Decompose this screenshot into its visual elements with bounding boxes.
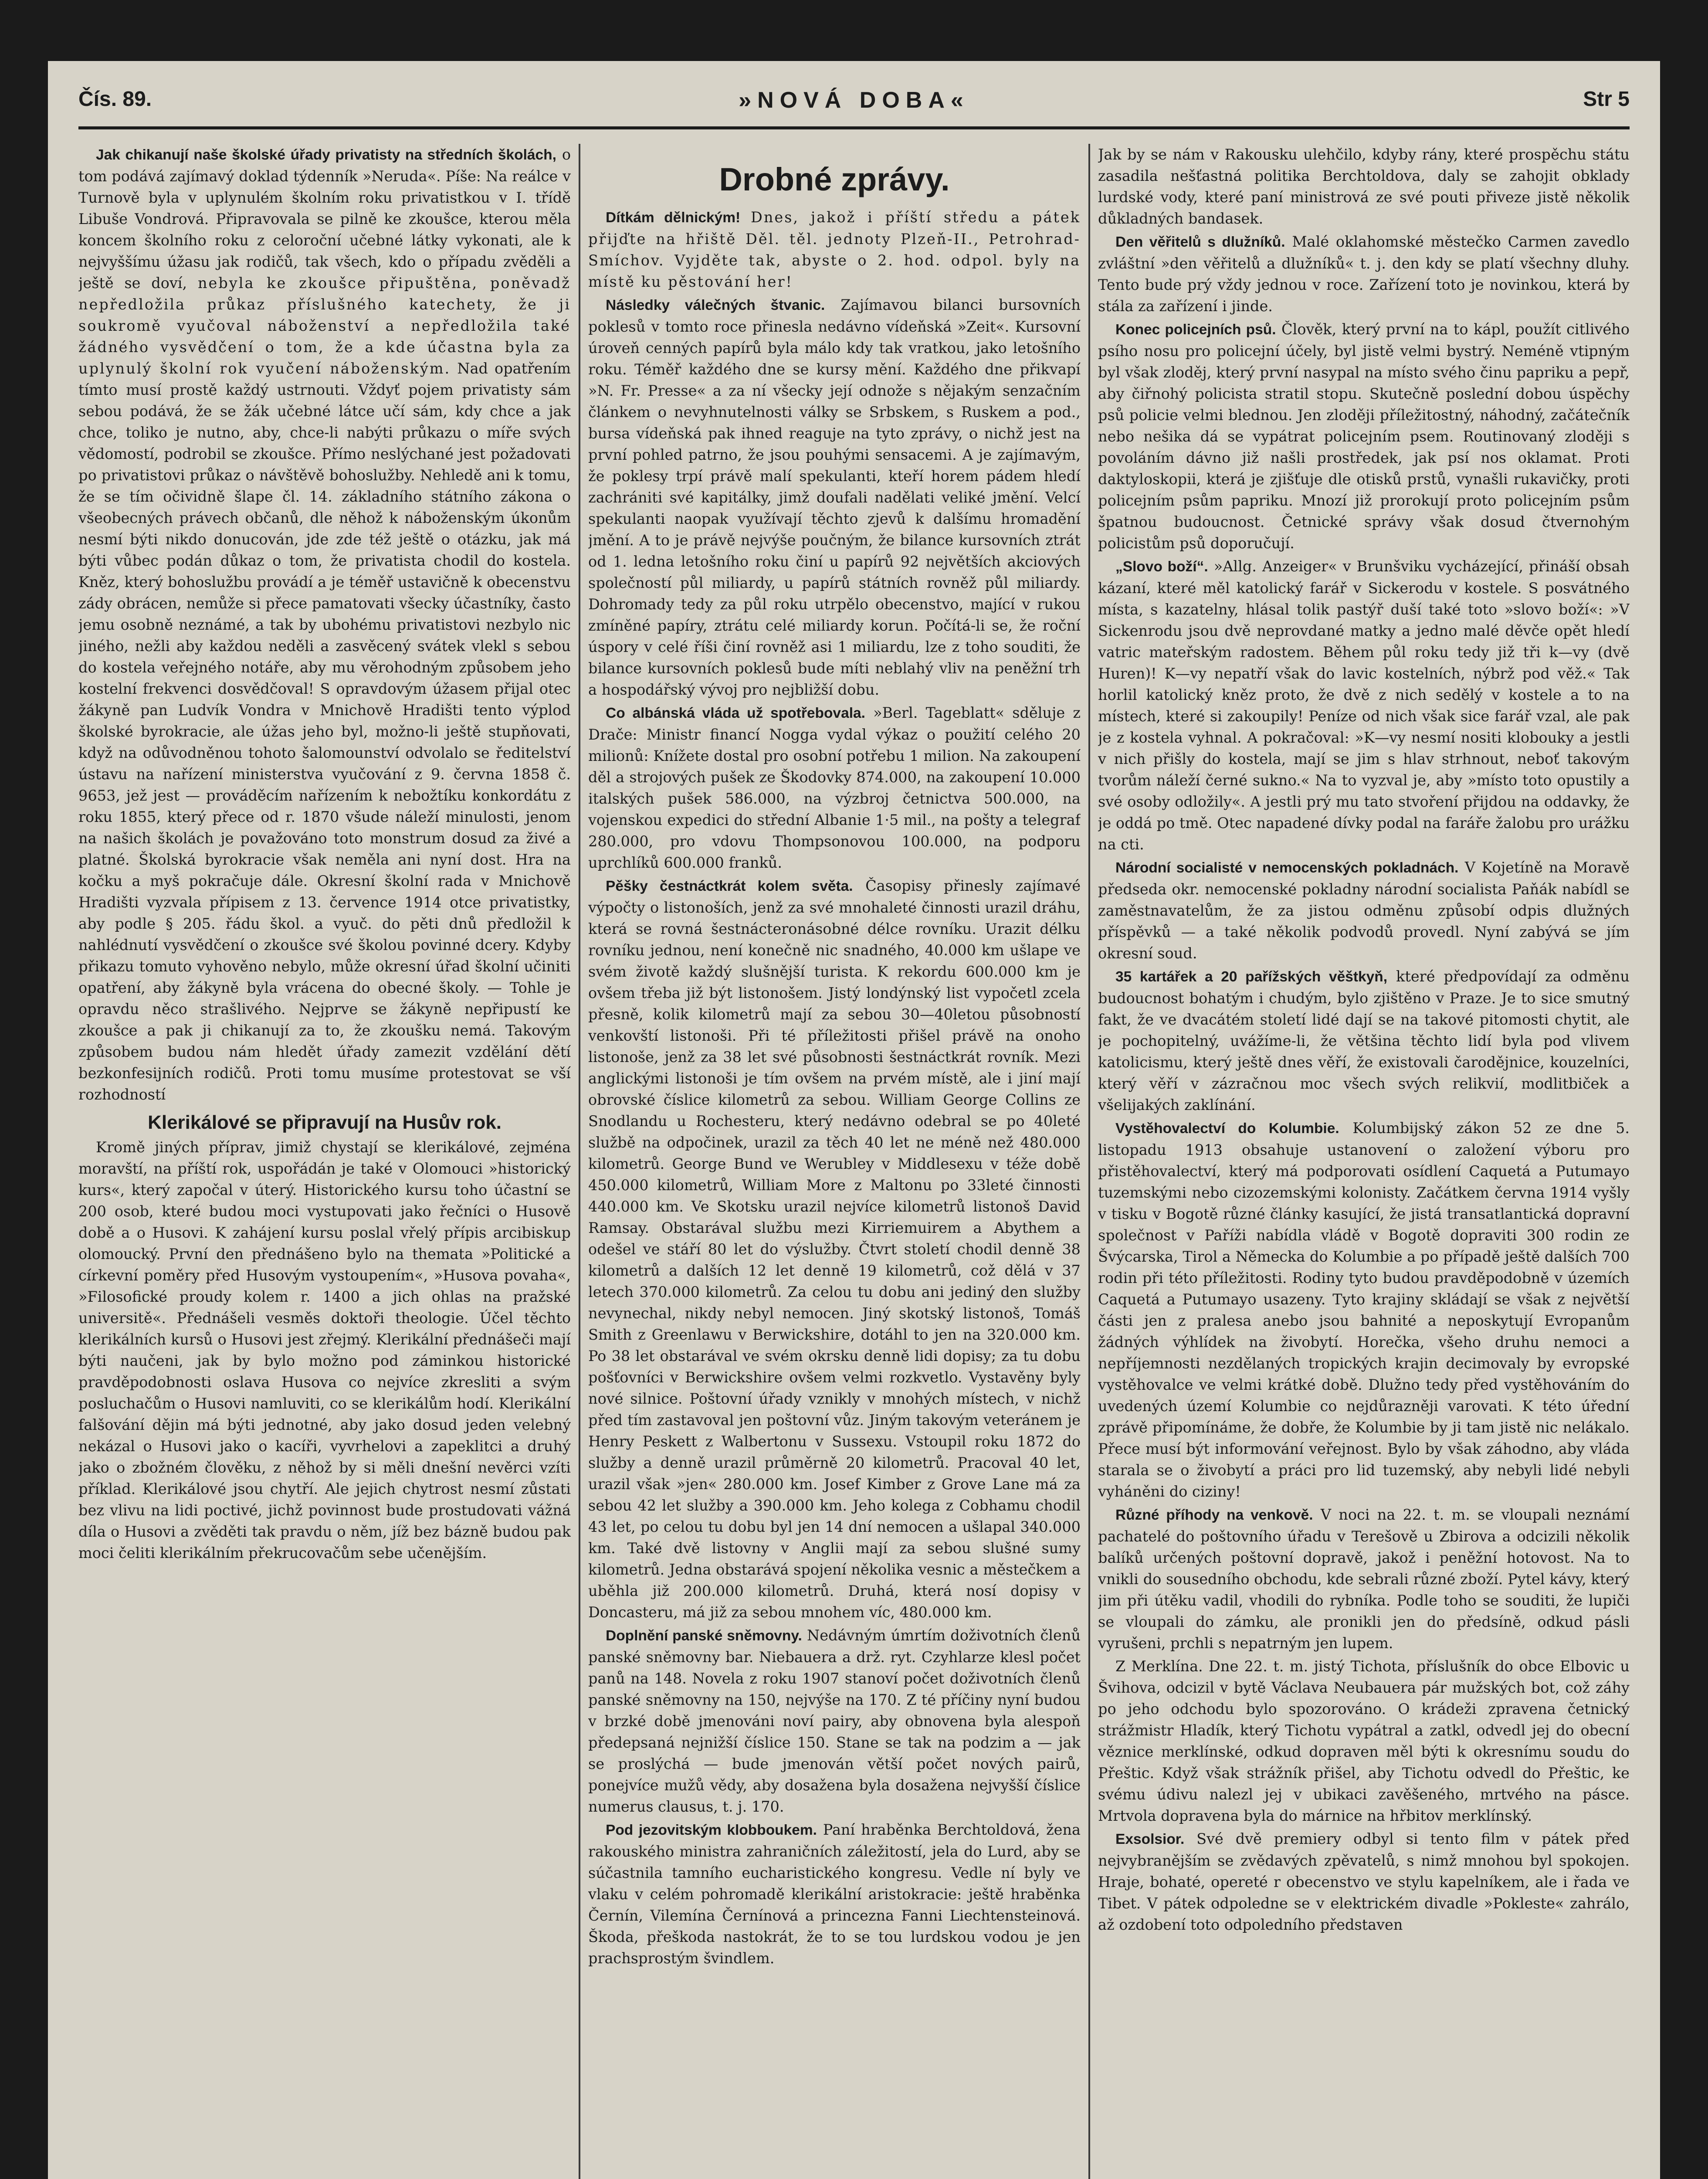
news-text: Časopisy přinesly zajímavé výpočty o listonoších, jenž za své mnohaleté činnosti urazil dráhu, která se rovná šestnácteronásobné délce rovníku. Urazit délku rovníku jednou, není konečně nic snadného, 40.000 km ušlape ve svém životě každý slušnější turista. K rekordu 600.000 km je ovšem třeba již být listonošem. Jistý londýnský list vypočetl zcela přesně, kolik kilometrů mají za sebou 30—40letou působností venkovští listonoši. Při té příležitosti přišel právě na onoho listonoše, jenž za 38 let své působnosti šestnáctkrát rovník. Mezi anglickými listonoši je tím ovšem na prvém místě, ale i jiní mají obrovské číslice kilometrů za sebou. William George Collins ze Snodlandu u Rochesteru, který nedávno odebral se po 40leté službě na odpočinek, urazil za těch 40 let ne méně než 480.000 kilometrů. George Bund ve Werubley v Middlesexu v téže době 450.000 kilometrů, William More z Maltonu po 33leté činnosti 440.000 km. Ve Skotsku urazil nejvíce kilometrů listonoš David Ramsay. Obstarával službu mezi Kirriemuirem a Abythem a odešel ve stáří 80 let do výslužby. Čtvrt století chodil denně 38 kilometrů a dalších 12 let denně 19 kilometrů, což dělá v 37 letech 370.000 kilometrů. Za celou tu dobu ani jediný den služby nevynechal, nikdy nebyl nemocen. Jiný skotský listonoš, Tomáš Smith z Greenlawu v Berwickshire, dotáhl to jen na 320.000 km. Po 38 let obstarával ve svém okrsku denně lidi dopisy; za tu dobu pošťovníci v Berwickshire ovšem velmi rozkvetlo. Vystavěny byly nové silnice. Poštovní úřady vznikly v mnohých místech, v nichž před tím zastavoval jen poštovní vůz. Jiným takovým veteránem je Henry Peskett z Walbertonu v Sussexu. Vstoupil roku 1872 do služby a denně urazil průměrně 20 kilometrů. Pracoval 40 let, urazil však »jen« 280.000 km. Josef Kimber z Grove Lane má za sebou 42 let služby a 390.000 km. Jeho kolega z Cobhamu chodil 43 let, po celou tu dobu byl jen 14 dní nemocen a ušlapal 340.000 km. Také dvě listovny v Anglii mají za sebou slušné sumy kilometrů. Jedna obstarává spojení několika vesnic a městečkem a uběhla již 200.000 kilometrů. Druhá, která nosí dopisy v Doncasteru, má již za sebou mnohem víc, 480.000 km. [588, 877, 1081, 1621]
page-header [78, 78, 1630, 129]
news-lead: Den věřitelů s dlužníků. [1115, 234, 1285, 250]
news-lead: Národní socialisté v nemocenských pokladnách. [1115, 860, 1459, 876]
news-item [1098, 1117, 1630, 1502]
article-text: o tom podává zajímavý doklad týdenník »Neruda«. Píše: Na reálce v Turnově byla v uplynulém školním roku privatistkou v I. třídě Libuše Vondrová. Připravovala se pilně ke zkoušce, kterou měla koncem školního roku z celoroční učebné látky vykonati, ale k nejvyššímu úžasu jak rodičů, tak všech, kdo o případu zvěděli a ještě se doví, [78, 146, 571, 292]
news-text: Nedávným úmrtím doživotních členů panské sněmovny bar. Niebauera a drž. ryt. Czyhlarze klesl počet panů na 148. Novela z roku 1907 stanoví počet doživotních členů panské sněmovny na 150, nejvýše na 170. Z té příčiny nyní budou v brzké době jmenováni noví pairy, aby obnovena byla alespoň předepsaná nejnižší číslice 150. Stane se tak na podzim a — jak se proslýchá — bude jmenován větší počet nových pairů, ponejvíce mužů vědy, aby dosažena byla dosažena nejvyšší číslice numerus clausus, t. j. 170. [588, 1627, 1081, 1815]
news-continuation: Jak by se nám v Rakousku ulehčilo, kdyby rány, které prospěchu státu zasadila nešťastná politika Berchtoldova, daly se zahojit obklady lurdské vody, které paní ministrová ze své pouti přiveze jistě několik důkladných bandasek. [1098, 146, 1630, 227]
news-item [1098, 1504, 1630, 1654]
news-lead: Různé příhody na venkově. [1115, 1507, 1313, 1523]
news-item [1098, 1828, 1630, 1935]
column-1 [78, 144, 571, 2179]
article-text: Nad opatřením tímto musí prostě každý ustrnouti. Vždyť pojem privatisty sám sebou podává, že se žák učebné látce učí sám, kdy chce a jak chce, toliko je nutno, aby, chce-li nabýti průkazu o míře svých vědomostí, podrobil se zkoušce. Přímo neslýchané jest požadovati po privatistovi průkaz o návštěvě bohoslužby. Nehledě ani k tomu, že se tím očividně šlape čl. 14. základního státního zákona o všeobecných právech občanů, dle něhož k náboženským úkonům nesmí býti nikdo donucován, jde zde též ještě o otázku, jak má býti vůbec podán důkaz o tom, že privatista chodil do kostela. Kněz, který bohoslužbu provádí a je téměř ustavičně k obecenstvu zády obrácen, nemůže si přece pamatovati všecky účastníky, často jemu osobně neznámé, a tak by ubohému privatistovi nezbylo nic jiného, nežli aby každou neděli a zasvěcený svátek vlekl s sebou do kostela veřejného notáře, aby mu věrohodným způsobem jeho kostelní frekvenci dosvědčoval! S opravdovým úžasem přijal otec žákyně pan Ludvík Vondra v Mnichově Hradišti tento výplod školské byrokracie, ale úžas jeho byl, možno-li ještě stupňovati, když na odůvodněnou tohoto šalomounství odvolalo se ředitelství ústavu na nařízení ministerstva vyučování z 9. června 1858 č. 9653, jež jest — prováděcím nařízením k nebožtíku konkordátu z roku 1855, který přece od r. 1870 všude náleží minulosti, jenom na našich školách je považováno toto monstrum dosud za živé a platné. Školská byrokracie však neměla ani nyní dost. Hra na kočku a myš pokračuje dále. Okresní školní rada v Mnichově Hradišti vyzvala přípisem z 13. července 1914 otce privatistky, aby podle § 205. řádu škol. a vyuč. do pěti dnů předložil k nahlédnutí vysvědčení o zkoušce své školou povinné dcery. Kdyby přikazu tomuto vyhověno nebylo, může okresní úřad školní učiniti opatření, aby žákyně byla vrácena do obecné školy. — Tohle je opravdu něco strašlivého. Nejprve se žákyně nepřipustí ke zkoušce a pak ji chikanují za to, že zkoušku nemá. Takovým způsobem budou nám hledět úřady zamezit vzdělání dětí bezkonfesijních rodičů. Proti tomu musíme protestovat se vší rozhodností [78, 360, 571, 1103]
column-divider [1088, 144, 1090, 2179]
news-text: Kolumbijský zákon 52 ze dne 5. listopadu 1913 obsahuje ustanovení o založení výboru pro přistěhovalectví, který má podporovati osídlení Caquetá a Putumayo tuzemskými nebo cizozemskými kolonisty. Začátkem června 1914 vyšly v tisku v Bogotě různé články kasující, že jistá transatlantická dopravní společnost v Paříži nabídla vládě v Bogotě dopraviti 300 rodin ze Švýcarska, Tirol a Německa do Kolumbie a po případě ještě dalších 700 rodin při této příležitosti. Rodiny tyto budou pravděpodobně v územích Caquetá a Putumayo usazeny. Tyto krajiny skládají se však z největší části jen z pralesa anebo jsou bahnité a neposkytují Evropanům žádných výhlídek na živobytí. Horečka, všeho druhu nemoci a nepříjemnosti nezdělaných tropických krajin decimovaly by evropské vystěhovalce ve velmi krátké době. Dlužno tedy před vystěhováním do uvedených území Kolumbie co nejdůrazněji varovati. K této úřední zprávě připomínáme, že dobře, že Kolumbie by ji tam jistě nic nelákalo. Přece musí být informování veřejnost. Bylo by však záhodno, aby vláda starala se o živobytí a práci pro lid tuzemský, aby nebyli lidé nebyli vyháněni do ciziny! [1098, 1120, 1630, 1500]
news-item [1098, 966, 1630, 1116]
news-text: »Allg. Anzeiger« v Brunšviku vycházející, přináší obsah kázaní, které měl katolický farář v Sickerodu v kostele. S posvátného místa, s kazatelny, hlásal tolik pastýř duší také toto »slovo boží«: »V Sickenrodu jsou dvě neprovdané matky a jedno malé děvče opět hledí vatric mateřským radostem. Během půl roku tedy již tři k—vy (dvě Huren)! K—vy nepatří však do lavic kostelních, nýbrž pod věž.« Tak horlil katolický kněz proto, že dvě z nich sedělý v kostele a to na místech, které si zakoupily! Peníze od nich však sice farář vzal, ale pak je z kostela vyhnal. A pokračoval: »K—vy nesmí nositi klobouky a jestli v nich přišly do kostela, mají se jim s hlav strhnout, neboť takovým tvorům náleží černé sukno.« Na to vyzval je, aby »místo toto opustily a své osoby odložily«. A jestli prý mu tato stvoření přijdou na oddavky, že je oddá po tmě. Otec napadené dívky podal na faráře žalobu pro urážku na cti. [1098, 558, 1630, 853]
news-item [1098, 319, 1630, 554]
issue-number: Čís. 89. [78, 88, 152, 111]
news-lead: Pod jezovitským klobboukem. [606, 1822, 817, 1838]
masthead: »NOVÁ DOBA« [739, 88, 969, 113]
news-lead: „Slovo boží“. [1115, 559, 1208, 575]
news-text: Paní hraběnka Berchtoldová, žena rakouského ministra zahraničních záležitostí, jela do Lurd, aby se súčastnila tamního eucharistického kongresu. Vedle ní byly ve vlaku v celém pohromadě klerikální aristokracie: ještě hraběnka Černín, Vilemína Černínová a princezna Fanni Liechtensteinová. Škoda, přeškoda nastokrát, že to se tou lurdskou vodou je jen prachsprostým švindlem. [588, 1821, 1081, 1967]
news-item: Z Merklína. Dne 22. t. m. jistý Tichota, příslušník do obce Elbovic u Švihova, odcizil v bytě Václava Neubauera pár mužských bot, což záhy po jeho odchodu bylo spozorováno. O krádeži zpravena četnický strážmistr Hladík, který Tichotu vypátral a zatkl, odvedl jej do obecní věznice merklínské, odkud dopraven měl býti k okresnímu soudu do Přeštic. Když však strážník přišel, aby Tichotu odvedl do Přeštic, ke svému údivu nalezl jej v ubikaci zavěšeného, mrtvého na pásce. Mrtvola dopravena byla do márnice na hřbitov merklínský. [1098, 1658, 1630, 1824]
news-lead: Dítkám dělnickým! [606, 210, 741, 226]
news-item [588, 207, 1081, 292]
article-text-spaced: nebyla ke zkoušce připuštěna, poněvadž nepředložila průkaz příslušného katechety, že ji soukromě vyučoval náboženství a nepředložila také žádného vysvědčení o tom, že a kde účastna byla za uplynulý školní rok vyučení náboženským. [78, 275, 571, 377]
news-lead: Pěšky čestnáctkrát kolem světa. [606, 878, 853, 894]
column-3 [1098, 144, 1630, 2179]
news-item [588, 1625, 1081, 1817]
news-lead: Vystěhovalectví do Kolumbie. [1115, 1120, 1339, 1137]
news-text: Zajímavou bilanci bursovních poklesů v tomto roce přinesla nedávno vídeňská »Zeit«. Kursovní úroveň cenných papírů byla málo kdy tak vratkou, jako letošního roku. Téměř každého dne se kursy mění. Každého dne přikvapí »N. Fr. Presse« a za ní všecky její odnože s nějakým senzačním článkem o nevyhnutelnosti války se Srbskem, s Ruskem a pod., bursa vídeňská pak ihned reaguje na tyto zprávy, o nichž jest na první pohled patrno, že jsou pouhými sensacemi. A je zajímavým, že poklesy trpí právě malí spekulanti, kteří horem pádem hledí zachrániti své kapitálky, jimž doufali nadělati veliké jmění. Velcí spekulanti naopak využívají těchto zjevů k dalšímu hromadění jmění. A to je právě nejvýše poučným, že bilance kursovních ztrát od 1. ledna letošního roku činí u papírů 92 největších akciových společností půl miliardy, u papírů státních rovněž půl miliardy. Dohromady tedy za půl roku utrpělo obecenstvo, mající v rukou zmíněné papíry, ztrátu celé miliardy korun. Počítá-li se, že roční úspory v celé říši činí rovněž asi 1 miliardu, lze z toho souditi, že bilance kursovních poklesů bude míti neblahý vliv na peněžní trh a hospodářský vývoj pro nejbližší dobu. [588, 296, 1081, 698]
news-lead: Konec policejních psů. [1115, 322, 1276, 338]
news-item [588, 702, 1081, 873]
news-text: »Berl. Tageblatt« sděluje z Drače: Ministr financí Nogga vydal výkaz o použití celého 20 milionů: Knížete dostal pro osobní potřebu 1 milion. Na zakoupení děl a strojových pušek ze Škodovky 874.000, na zakoupení 10.000 italských pušek 586.000, na výzbroj četnictva 500.000, na vojenskou expedici do střední Albanie 1·5 mil., na pošty a telegraf 280.000, pro vdovu Thompsonovou 100.000, na podporu uprchlíků 600.000 franků. [588, 704, 1081, 871]
news-lead: Následky válečných štvanic. [606, 297, 825, 313]
news-item [588, 294, 1081, 700]
news-item [588, 1819, 1081, 1969]
news-lead: Doplnění panské sněmovny. [606, 1628, 802, 1644]
article-heading: Klerikálové se připravují na Husův rok. [148, 1112, 502, 1133]
news-text: Malé oklahomské městečko Carmen zavedlo zvláštní »den věřitelů a dlužníků« t. j. den kdy se platí všechny dluhy. Tento bude prý vždy jednou v roce. Zařízení toto je novinkou, která by stála za zařízení i jinde. [1098, 233, 1630, 315]
newspaper-page [48, 61, 1660, 2179]
page-number: Str 5 [1583, 88, 1630, 111]
news-text: V Kojetíně na Moravě předseda okr. nemocenské pokladny národní socialista Paňák nabídl se zaměstnavatelům, že za jistou odměnu způsobí odpis dlužných příspěvků — a také několik podvodů provedl. Nyní zabývá se jím okresní soud. [1098, 859, 1630, 962]
column-2 [588, 144, 1081, 2179]
news-item [1098, 857, 1630, 964]
news-item [1098, 231, 1630, 317]
news-lead: Co albánská vláda už spotřebovala. [606, 705, 865, 721]
news-text: V noci na 22. t. m. se vloupali neznámí pachatelé do poštovního úřadu v Terešově u Zbirova a odcizili několik balíků určených poštovní dopravě, jakož i peněžní hotovost. Na to vnikli do sousedního obchodu, kde sebrali různé zboží. Pytel kávy, který jim při útěku vadil, vhodili do rybníka. Podle toho se souditi, že lupiči se vloupali do zámku, ale pronikli jen do předsíně, odkud pásli vyrušeni, prchli s nepatrným jen lupem. [1098, 1506, 1630, 1652]
news-item [588, 875, 1081, 1623]
news-lead: Exsolsior. [1115, 1831, 1185, 1847]
column-divider [579, 144, 580, 2179]
news-text: Své dvě premiery odbyl si tento film v pátek před nejvybranějším se zvědavých zpěvatelů, s nimž mnohou byl spokojen. Hraje, bohaté, opereté r obecenstvo ve stylu kapelníkem, ale i řada ve Tibet. V pátek odpoledne se v elektrickém divadle »Pokleste« zahrálo, až ozdobení toto odpoledního představen [1098, 1830, 1630, 1933]
news-lead: 35 kartářek a 20 pařížských věštkyň, [1115, 969, 1388, 985]
news-text: Dnes, jakož i příští středu a pátek přijďte na hřiště Děl. těl. jednoty Plzeň-II., Petrohrad-Smíchov. Vyjděte tak, abyste o 2. hod. odpol. byly na místě ku pěstování her! [588, 209, 1081, 290]
section-title: Drobné zprávy. [719, 161, 950, 197]
news-item [1098, 556, 1630, 855]
article-paragraph: Kromě jiných příprav, jimiž chystají se klerikálové, zejména moravští, na příští rok, uspořádán je také v Olomouci »historický kurs«, který započal v úterý. Historického kursu toho účastní se 200 osob, které budou moci vystupovati jako řečníci o Husově době a o Husovi. K zahájení kursu poslal vřelý přípis arcibiskup olomoucký. První den přednášeno bylo na themata »Politické a církevní poměry před Husovým vystoupením«, »Husova povaha«, »Filosofické proudy kolem r. 1400 a jich ohlas na pražské universitě«. Přednášeli vesměs doktoři theologie. Účel těchto klerikálních kursů o Husovi jest zřejmý. Klerikální přednášeči mají býti naučeni, jak by bylo možno pod záminkou historické pravděpodobnosti oslava Husova co nejvíce zkresliti a svým posluchačům o Husovi namluviti, co se klerikálům hodí. Klerikální falšování dějin má býti jednotné, aby jako dosud jeden velebný nekázal o Husovi jako o kacíři, vyvrhelovi a zapeklitci a druhý jako o zbožném člověku, z něhož by si měli dnešní nevěrci vzíti příklad. Klerikálové jsou chytří. Ale jejich chytrost nesmí zůstati bez vlivu na lidi poctivé, jichž povinnost bude prostudovati vážná díla o Husovi a zvěděti tak pravdu o něm, jíž bez bázně budou pak moci čeliti klerikálním překrucovačům sebe učenějším. [78, 1139, 571, 1561]
article-paragraph [78, 144, 571, 1105]
news-text: Člověk, který první na to kápl, použít citlivého psího nosu pro policejní účely, byl jistě velmi bystrý. Neméně vtipným byl však zloděj, který první nasypal na místo svého činu papriku a pepř, aby čiřnohý policista stratil stopu. Skutečně poslední dobou úspěchy psů policie velmi blednou. Jen zloději příležitostný, náhodný, začátečník nebo nešika dá se vypátrat policejním psem. Routinovaný zloději s povoláním dávno již našli prostředek, jak psí nos oklamat. Proti daktyloskopii, která je zjišťuje dle otisků prstů, vynašli rukavičky, proti policejním psům papriku. Mnozí již prorokují proto policejním psům špatnou budoucnost. Četnické správy však dosud čtvernohým policistům psů doporučují. [1098, 321, 1630, 552]
article-title: Jak chikanují naše školské úřady privatisty na středních školách, [96, 147, 556, 163]
news-text: které předpovídají za odměnu budoucnost bohatým i chudým, bylo zjištěno v Praze. Je to sice smutný fakt, že ve dvacátém století lidé dají se na takové pitomosti chytit, ale je pochopitelný, uvážíme-li, že většina těchto lidí byla pod vlivem katolicismu, který ještě dnes věří, že existovali čarodějnice, kouzelníci, který věří v zázračnou moc všech svých relikvií, modlitbiček a všelijakých zaklínání. [1098, 968, 1630, 1113]
